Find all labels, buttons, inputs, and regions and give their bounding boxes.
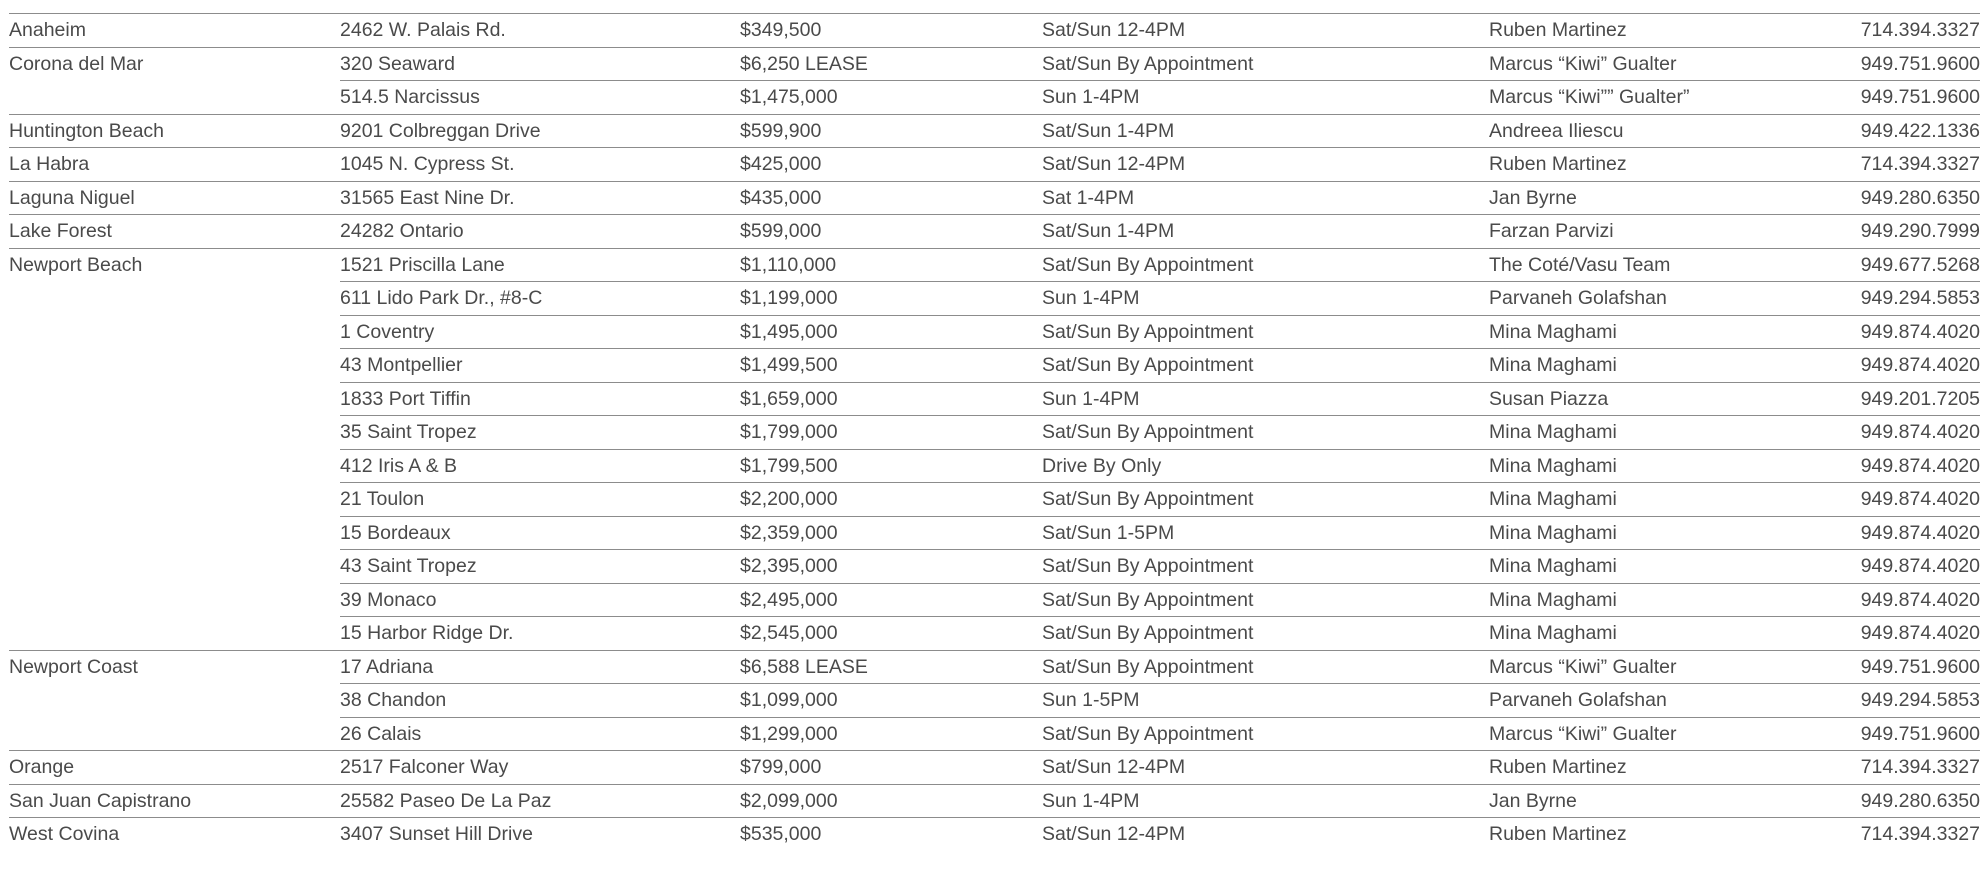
listing-row bbox=[9, 449, 1980, 483]
open-house-listings-table bbox=[9, 13, 1980, 851]
listing-row bbox=[9, 684, 1980, 718]
open-house-time-cell: Sat/Sun By Appointment bbox=[1042, 550, 1489, 584]
agent-phone-cell: 949.751.9600 bbox=[1829, 47, 1980, 81]
agent-phone-cell: 949.751.9600 bbox=[1829, 717, 1980, 751]
city-cell bbox=[9, 550, 340, 584]
agent-name-cell: Andreea Iliescu bbox=[1489, 114, 1829, 148]
open-house-time-cell: Sat/Sun By Appointment bbox=[1042, 617, 1489, 651]
agent-phone-cell: 714.394.3327 bbox=[1829, 818, 1980, 851]
city-cell bbox=[9, 449, 340, 483]
agent-phone-cell: 949.874.4020 bbox=[1829, 617, 1980, 651]
price-cell: $349,500 bbox=[740, 14, 1042, 48]
listing-row bbox=[9, 784, 1980, 818]
agent-phone-cell: 949.874.4020 bbox=[1829, 483, 1980, 517]
agent-phone-cell: 949.280.6350 bbox=[1829, 181, 1980, 215]
address-cell: 43 Saint Tropez bbox=[340, 550, 740, 584]
price-cell: $2,395,000 bbox=[740, 550, 1042, 584]
price-cell: $2,359,000 bbox=[740, 516, 1042, 550]
agent-name-cell: Marcus “Kiwi” Gualter bbox=[1489, 47, 1829, 81]
agent-name-cell: Jan Byrne bbox=[1489, 181, 1829, 215]
city-cell bbox=[9, 382, 340, 416]
city-cell: Newport Coast bbox=[9, 650, 340, 684]
listing-row bbox=[9, 14, 1980, 48]
agent-name-cell: Parvaneh Golafshan bbox=[1489, 282, 1829, 316]
city-cell: Newport Beach bbox=[9, 248, 340, 282]
price-cell: $1,799,000 bbox=[740, 416, 1042, 450]
listing-row bbox=[9, 315, 1980, 349]
open-house-time-cell: Sat/Sun By Appointment bbox=[1042, 583, 1489, 617]
address-cell: 1833 Port Tiffin bbox=[340, 382, 740, 416]
price-cell: $1,799,500 bbox=[740, 449, 1042, 483]
agent-phone-cell: 949.874.4020 bbox=[1829, 349, 1980, 383]
open-house-time-cell: Sat/Sun 1-4PM bbox=[1042, 114, 1489, 148]
open-house-time-cell: Sat/Sun By Appointment bbox=[1042, 349, 1489, 383]
city-cell bbox=[9, 349, 340, 383]
open-house-time-cell: Sat/Sun By Appointment bbox=[1042, 315, 1489, 349]
open-house-time-cell: Sat/Sun 1-4PM bbox=[1042, 215, 1489, 249]
price-cell: $1,199,000 bbox=[740, 282, 1042, 316]
price-cell: $2,495,000 bbox=[740, 583, 1042, 617]
agent-name-cell: Mina Maghami bbox=[1489, 315, 1829, 349]
agent-name-cell: Mina Maghami bbox=[1489, 449, 1829, 483]
price-cell: $2,545,000 bbox=[740, 617, 1042, 651]
listing-table-body bbox=[9, 14, 1980, 851]
agent-name-cell: Mina Maghami bbox=[1489, 483, 1829, 517]
open-house-time-cell: Sat/Sun By Appointment bbox=[1042, 717, 1489, 751]
price-cell: $6,250 LEASE bbox=[740, 47, 1042, 81]
address-cell: 3407 Sunset Hill Drive bbox=[340, 818, 740, 851]
open-house-time-cell: Sat 1-4PM bbox=[1042, 181, 1489, 215]
agent-name-cell: Marcus “Kiwi” Gualter bbox=[1489, 717, 1829, 751]
listing-row bbox=[9, 583, 1980, 617]
city-cell bbox=[9, 583, 340, 617]
city-cell bbox=[9, 483, 340, 517]
agent-name-cell: Farzan Parvizi bbox=[1489, 215, 1829, 249]
open-house-time-cell: Sun 1-4PM bbox=[1042, 784, 1489, 818]
address-cell: 25582 Paseo De La Paz bbox=[340, 784, 740, 818]
listing-row bbox=[9, 483, 1980, 517]
agent-name-cell: The Coté/Vasu Team bbox=[1489, 248, 1829, 282]
price-cell: $1,499,500 bbox=[740, 349, 1042, 383]
agent-phone-cell: 949.874.4020 bbox=[1829, 583, 1980, 617]
listing-row bbox=[9, 81, 1980, 115]
price-cell: $1,110,000 bbox=[740, 248, 1042, 282]
agent-name-cell: Jan Byrne bbox=[1489, 784, 1829, 818]
address-cell: 1045 N. Cypress St. bbox=[340, 148, 740, 182]
price-cell: $1,299,000 bbox=[740, 717, 1042, 751]
price-cell: $2,200,000 bbox=[740, 483, 1042, 517]
city-cell: Laguna Niguel bbox=[9, 181, 340, 215]
agent-name-cell: Mina Maghami bbox=[1489, 583, 1829, 617]
price-cell: $599,000 bbox=[740, 215, 1042, 249]
city-cell: West Covina bbox=[9, 818, 340, 851]
listing-row bbox=[9, 751, 1980, 785]
listing-row bbox=[9, 215, 1980, 249]
address-cell: 15 Bordeaux bbox=[340, 516, 740, 550]
open-house-time-cell: Drive By Only bbox=[1042, 449, 1489, 483]
city-cell bbox=[9, 81, 340, 115]
agent-name-cell: Mina Maghami bbox=[1489, 550, 1829, 584]
agent-name-cell: Ruben Martinez bbox=[1489, 751, 1829, 785]
open-house-time-cell: Sat/Sun By Appointment bbox=[1042, 483, 1489, 517]
listing-row bbox=[9, 181, 1980, 215]
agent-name-cell: Mina Maghami bbox=[1489, 516, 1829, 550]
open-house-time-cell: Sun 1-4PM bbox=[1042, 282, 1489, 316]
agent-name-cell: Mina Maghami bbox=[1489, 617, 1829, 651]
listing-row bbox=[9, 416, 1980, 450]
city-cell bbox=[9, 416, 340, 450]
listing-row bbox=[9, 47, 1980, 81]
address-cell: 2517 Falconer Way bbox=[340, 751, 740, 785]
address-cell: 43 Montpellier bbox=[340, 349, 740, 383]
listing-row bbox=[9, 382, 1980, 416]
agent-name-cell: Susan Piazza bbox=[1489, 382, 1829, 416]
agent-phone-cell: 949.201.7205 bbox=[1829, 382, 1980, 416]
city-cell bbox=[9, 282, 340, 316]
price-cell: $535,000 bbox=[740, 818, 1042, 851]
address-cell: 35 Saint Tropez bbox=[340, 416, 740, 450]
city-cell: La Habra bbox=[9, 148, 340, 182]
agent-name-cell: Ruben Martinez bbox=[1489, 148, 1829, 182]
city-cell bbox=[9, 717, 340, 751]
agent-name-cell: Ruben Martinez bbox=[1489, 818, 1829, 851]
city-cell bbox=[9, 617, 340, 651]
address-cell: 1521 Priscilla Lane bbox=[340, 248, 740, 282]
address-cell: 26 Calais bbox=[340, 717, 740, 751]
agent-phone-cell: 949.290.7999 bbox=[1829, 215, 1980, 249]
city-cell bbox=[9, 684, 340, 718]
agent-name-cell: Ruben Martinez bbox=[1489, 14, 1829, 48]
agent-phone-cell: 949.677.5268 bbox=[1829, 248, 1980, 282]
price-cell: $6,588 LEASE bbox=[740, 650, 1042, 684]
agent-name-cell: Marcus “Kiwi”” Gualter” bbox=[1489, 81, 1829, 115]
agent-phone-cell: 949.874.4020 bbox=[1829, 315, 1980, 349]
price-cell: $1,495,000 bbox=[740, 315, 1042, 349]
listing-row bbox=[9, 148, 1980, 182]
city-cell: Huntington Beach bbox=[9, 114, 340, 148]
listing-row bbox=[9, 248, 1980, 282]
agent-phone-cell: 949.874.4020 bbox=[1829, 416, 1980, 450]
listing-row bbox=[9, 818, 1980, 851]
price-cell: $799,000 bbox=[740, 751, 1042, 785]
agent-phone-cell: 949.874.4020 bbox=[1829, 516, 1980, 550]
open-house-time-cell: Sun 1-5PM bbox=[1042, 684, 1489, 718]
listing-row bbox=[9, 650, 1980, 684]
agent-name-cell: Parvaneh Golafshan bbox=[1489, 684, 1829, 718]
city-cell bbox=[9, 516, 340, 550]
address-cell: 15 Harbor Ridge Dr. bbox=[340, 617, 740, 651]
agent-name-cell: Mina Maghami bbox=[1489, 416, 1829, 450]
agent-name-cell: Marcus “Kiwi” Gualter bbox=[1489, 650, 1829, 684]
open-house-time-cell: Sat/Sun By Appointment bbox=[1042, 47, 1489, 81]
agent-phone-cell: 949.751.9600 bbox=[1829, 81, 1980, 115]
listing-row bbox=[9, 282, 1980, 316]
open-house-time-cell: Sat/Sun By Appointment bbox=[1042, 248, 1489, 282]
city-cell: Lake Forest bbox=[9, 215, 340, 249]
agent-phone-cell: 714.394.3327 bbox=[1829, 751, 1980, 785]
open-house-time-cell: Sat/Sun By Appointment bbox=[1042, 416, 1489, 450]
agent-phone-cell: 949.294.5853 bbox=[1829, 282, 1980, 316]
address-cell: 39 Monaco bbox=[340, 583, 740, 617]
city-cell: Anaheim bbox=[9, 14, 340, 48]
agent-phone-cell: 949.294.5853 bbox=[1829, 684, 1980, 718]
address-cell: 21 Toulon bbox=[340, 483, 740, 517]
listing-row bbox=[9, 349, 1980, 383]
price-cell: $435,000 bbox=[740, 181, 1042, 215]
open-house-time-cell: Sun 1-4PM bbox=[1042, 382, 1489, 416]
listing-row bbox=[9, 617, 1980, 651]
listing-row bbox=[9, 516, 1980, 550]
open-house-time-cell: Sat/Sun 12-4PM bbox=[1042, 14, 1489, 48]
price-cell: $2,099,000 bbox=[740, 784, 1042, 818]
agent-phone-cell: 714.394.3327 bbox=[1829, 14, 1980, 48]
address-cell: 320 Seaward bbox=[340, 47, 740, 81]
address-cell: 412 Iris A & B bbox=[340, 449, 740, 483]
city-cell bbox=[9, 315, 340, 349]
address-cell: 1 Coventry bbox=[340, 315, 740, 349]
price-cell: $1,099,000 bbox=[740, 684, 1042, 718]
city-cell: San Juan Capistrano bbox=[9, 784, 340, 818]
price-cell: $425,000 bbox=[740, 148, 1042, 182]
open-house-time-cell: Sat/Sun By Appointment bbox=[1042, 650, 1489, 684]
address-cell: 17 Adriana bbox=[340, 650, 740, 684]
address-cell: 611 Lido Park Dr., #8-C bbox=[340, 282, 740, 316]
agent-phone-cell: 949.280.6350 bbox=[1829, 784, 1980, 818]
agent-phone-cell: 949.874.4020 bbox=[1829, 449, 1980, 483]
agent-phone-cell: 949.874.4020 bbox=[1829, 550, 1980, 584]
address-cell: 514.5 Narcissus bbox=[340, 81, 740, 115]
price-cell: $1,475,000 bbox=[740, 81, 1042, 115]
listing-row bbox=[9, 550, 1980, 584]
price-cell: $599,900 bbox=[740, 114, 1042, 148]
agent-phone-cell: 714.394.3327 bbox=[1829, 148, 1980, 182]
open-house-time-cell: Sun 1-4PM bbox=[1042, 81, 1489, 115]
listing-row bbox=[9, 114, 1980, 148]
address-cell: 24282 Ontario bbox=[340, 215, 740, 249]
city-cell: Orange bbox=[9, 751, 340, 785]
agent-phone-cell: 949.751.9600 bbox=[1829, 650, 1980, 684]
address-cell: 38 Chandon bbox=[340, 684, 740, 718]
open-house-time-cell: Sat/Sun 12-4PM bbox=[1042, 148, 1489, 182]
city-cell: Corona del Mar bbox=[9, 47, 340, 81]
address-cell: 9201 Colbreggan Drive bbox=[340, 114, 740, 148]
agent-name-cell: Mina Maghami bbox=[1489, 349, 1829, 383]
address-cell: 31565 East Nine Dr. bbox=[340, 181, 740, 215]
listing-row bbox=[9, 717, 1980, 751]
open-house-time-cell: Sat/Sun 12-4PM bbox=[1042, 751, 1489, 785]
agent-phone-cell: 949.422.1336 bbox=[1829, 114, 1980, 148]
address-cell: 2462 W. Palais Rd. bbox=[340, 14, 740, 48]
open-house-time-cell: Sat/Sun 1-5PM bbox=[1042, 516, 1489, 550]
open-house-time-cell: Sat/Sun 12-4PM bbox=[1042, 818, 1489, 851]
price-cell: $1,659,000 bbox=[740, 382, 1042, 416]
